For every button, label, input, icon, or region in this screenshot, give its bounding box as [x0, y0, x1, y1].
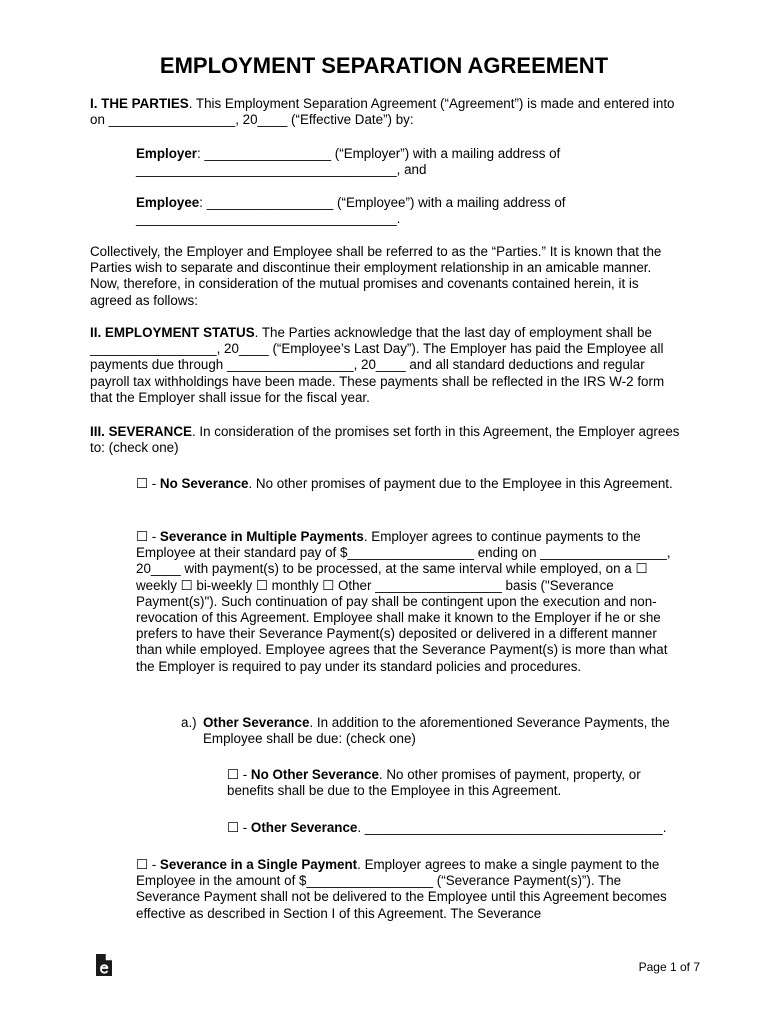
collectively-paragraph [90, 244, 680, 309]
single-payment-label: Severance in a Single Payment [159, 857, 358, 872]
multiple-payments-text: . Employer agrees to continue payments to the Employee at their standard pay of $_________________ ending on _________________, 20____ with payment(s) to be processed, at the same interval while employed, on a ☐ weekly ☐ bi-weekly ☐ monthly ☐ Other _________________ basis ("Severance Payment(s)"). Such continuation of pay shall be contingent upon the execution and non-revocation of this Agreement. Employee shall make it known to the Employer if he or she prefers to have their Severance Payment(s) deposited or delivered in a different manner than while employed. Employee agrees that the Severance Payment(s) is more than what the Employer is required to pay under its standard policies and procedures. [136, 529, 671, 674]
document-title: EMPLOYMENT SEPARATION AGREEMENT [159, 53, 609, 78]
no-severance-option[interactable] [136, 476, 682, 492]
no-other-severance-label: No Other Severance [250, 767, 379, 782]
other-severance-text: . In addition to the aforementioned Severance Payments, the Employee shall be due: (check one) [203, 715, 670, 747]
document-logo-icon [95, 953, 113, 977]
other-severance-option-label: Other Severance [250, 820, 358, 835]
employer-label: Employer [136, 146, 198, 161]
other-severance-checkbox[interactable]: ☐ - [227, 820, 251, 835]
no-severance-text: . No other promises of payment due to the Employee in this Agreement. [248, 476, 673, 491]
severance-heading: III. SEVERANCE [90, 424, 192, 439]
no-other-severance-checkbox[interactable]: ☐ - [227, 767, 251, 782]
employee-text: : _________________ (“Employee”) with a mailing address of ___________________________________. [136, 195, 566, 227]
other-severance-option[interactable] [227, 820, 679, 836]
no-other-severance-text: . No other promises of payment, property, or benefits shall be due to the Employee in this Agreement. [227, 767, 641, 799]
other-severance-option-text: . ________________________________________. [357, 820, 667, 835]
multiple-payments-label: Severance in Multiple Payments [159, 529, 364, 544]
severance-text: . In consideration of the promises set forth in this Agreement, the Employer agrees to: (check one) [90, 424, 680, 456]
single-payment-option[interactable] [136, 857, 682, 922]
multiple-payments-checkbox[interactable]: ☐ - [136, 529, 160, 544]
other-severance-letter: a.) [181, 715, 197, 730]
other-severance-heading: Other Severance [203, 715, 310, 730]
status-text: . The Parties acknowledge that the last day of employment shall be _________________, 20____ (“Employee’s Last Day”). The Employer has paid the Employee all payments due through _________________, 20____ and all standard deductions and regular payroll tax withholdings have been made. These payments shall be reflected in the IRS W-2 form that the Employer shall issue for the fiscal year. [90, 325, 665, 405]
multiple-payments-option[interactable] [136, 529, 682, 675]
collectively-text: Collectively, the Employer and Employee shall be referred to as the “Parties.” It is known that the Parties wish to separate and discontinue their employment relationship in an amicable manner. Now, therefore, in consideration of the mutual promises and covenants contained herein, it is agreed as follows: [90, 244, 662, 308]
parties-section [90, 96, 680, 128]
status-heading: II. EMPLOYMENT STATUS [90, 325, 255, 340]
no-severance-label: No Severance [159, 476, 249, 491]
employee-line [136, 195, 682, 227]
other-severance-subsection [181, 715, 681, 747]
no-other-severance-option[interactable] [227, 767, 679, 799]
severance-section [90, 424, 680, 456]
parties-heading: I. THE PARTIES [90, 96, 189, 111]
employer-text: : _________________ (“Employer”) with a mailing address of ___________________________________, and [136, 146, 561, 178]
employee-label: Employee [136, 195, 200, 210]
status-section [90, 325, 680, 406]
employer-line [136, 146, 682, 178]
parties-text: . This Employment Separation Agreement (“Agreement”) is made and entered into on _________________, 20____ (“Effective Date”) by: [90, 96, 675, 128]
single-payment-checkbox[interactable]: ☐ - [136, 857, 160, 872]
no-severance-checkbox[interactable]: ☐ - [136, 476, 160, 491]
single-payment-text: . Employer agrees to make a single payment to the Employee in the amount of $_________________ (“Severance Payment(s)”). The Severance Payment shall not be delivered to the Employee until this Agreement becomes effective as described in Section I of this Agreement. The Severance [136, 857, 667, 921]
page-number: Page 1 of 7 [638, 960, 700, 974]
